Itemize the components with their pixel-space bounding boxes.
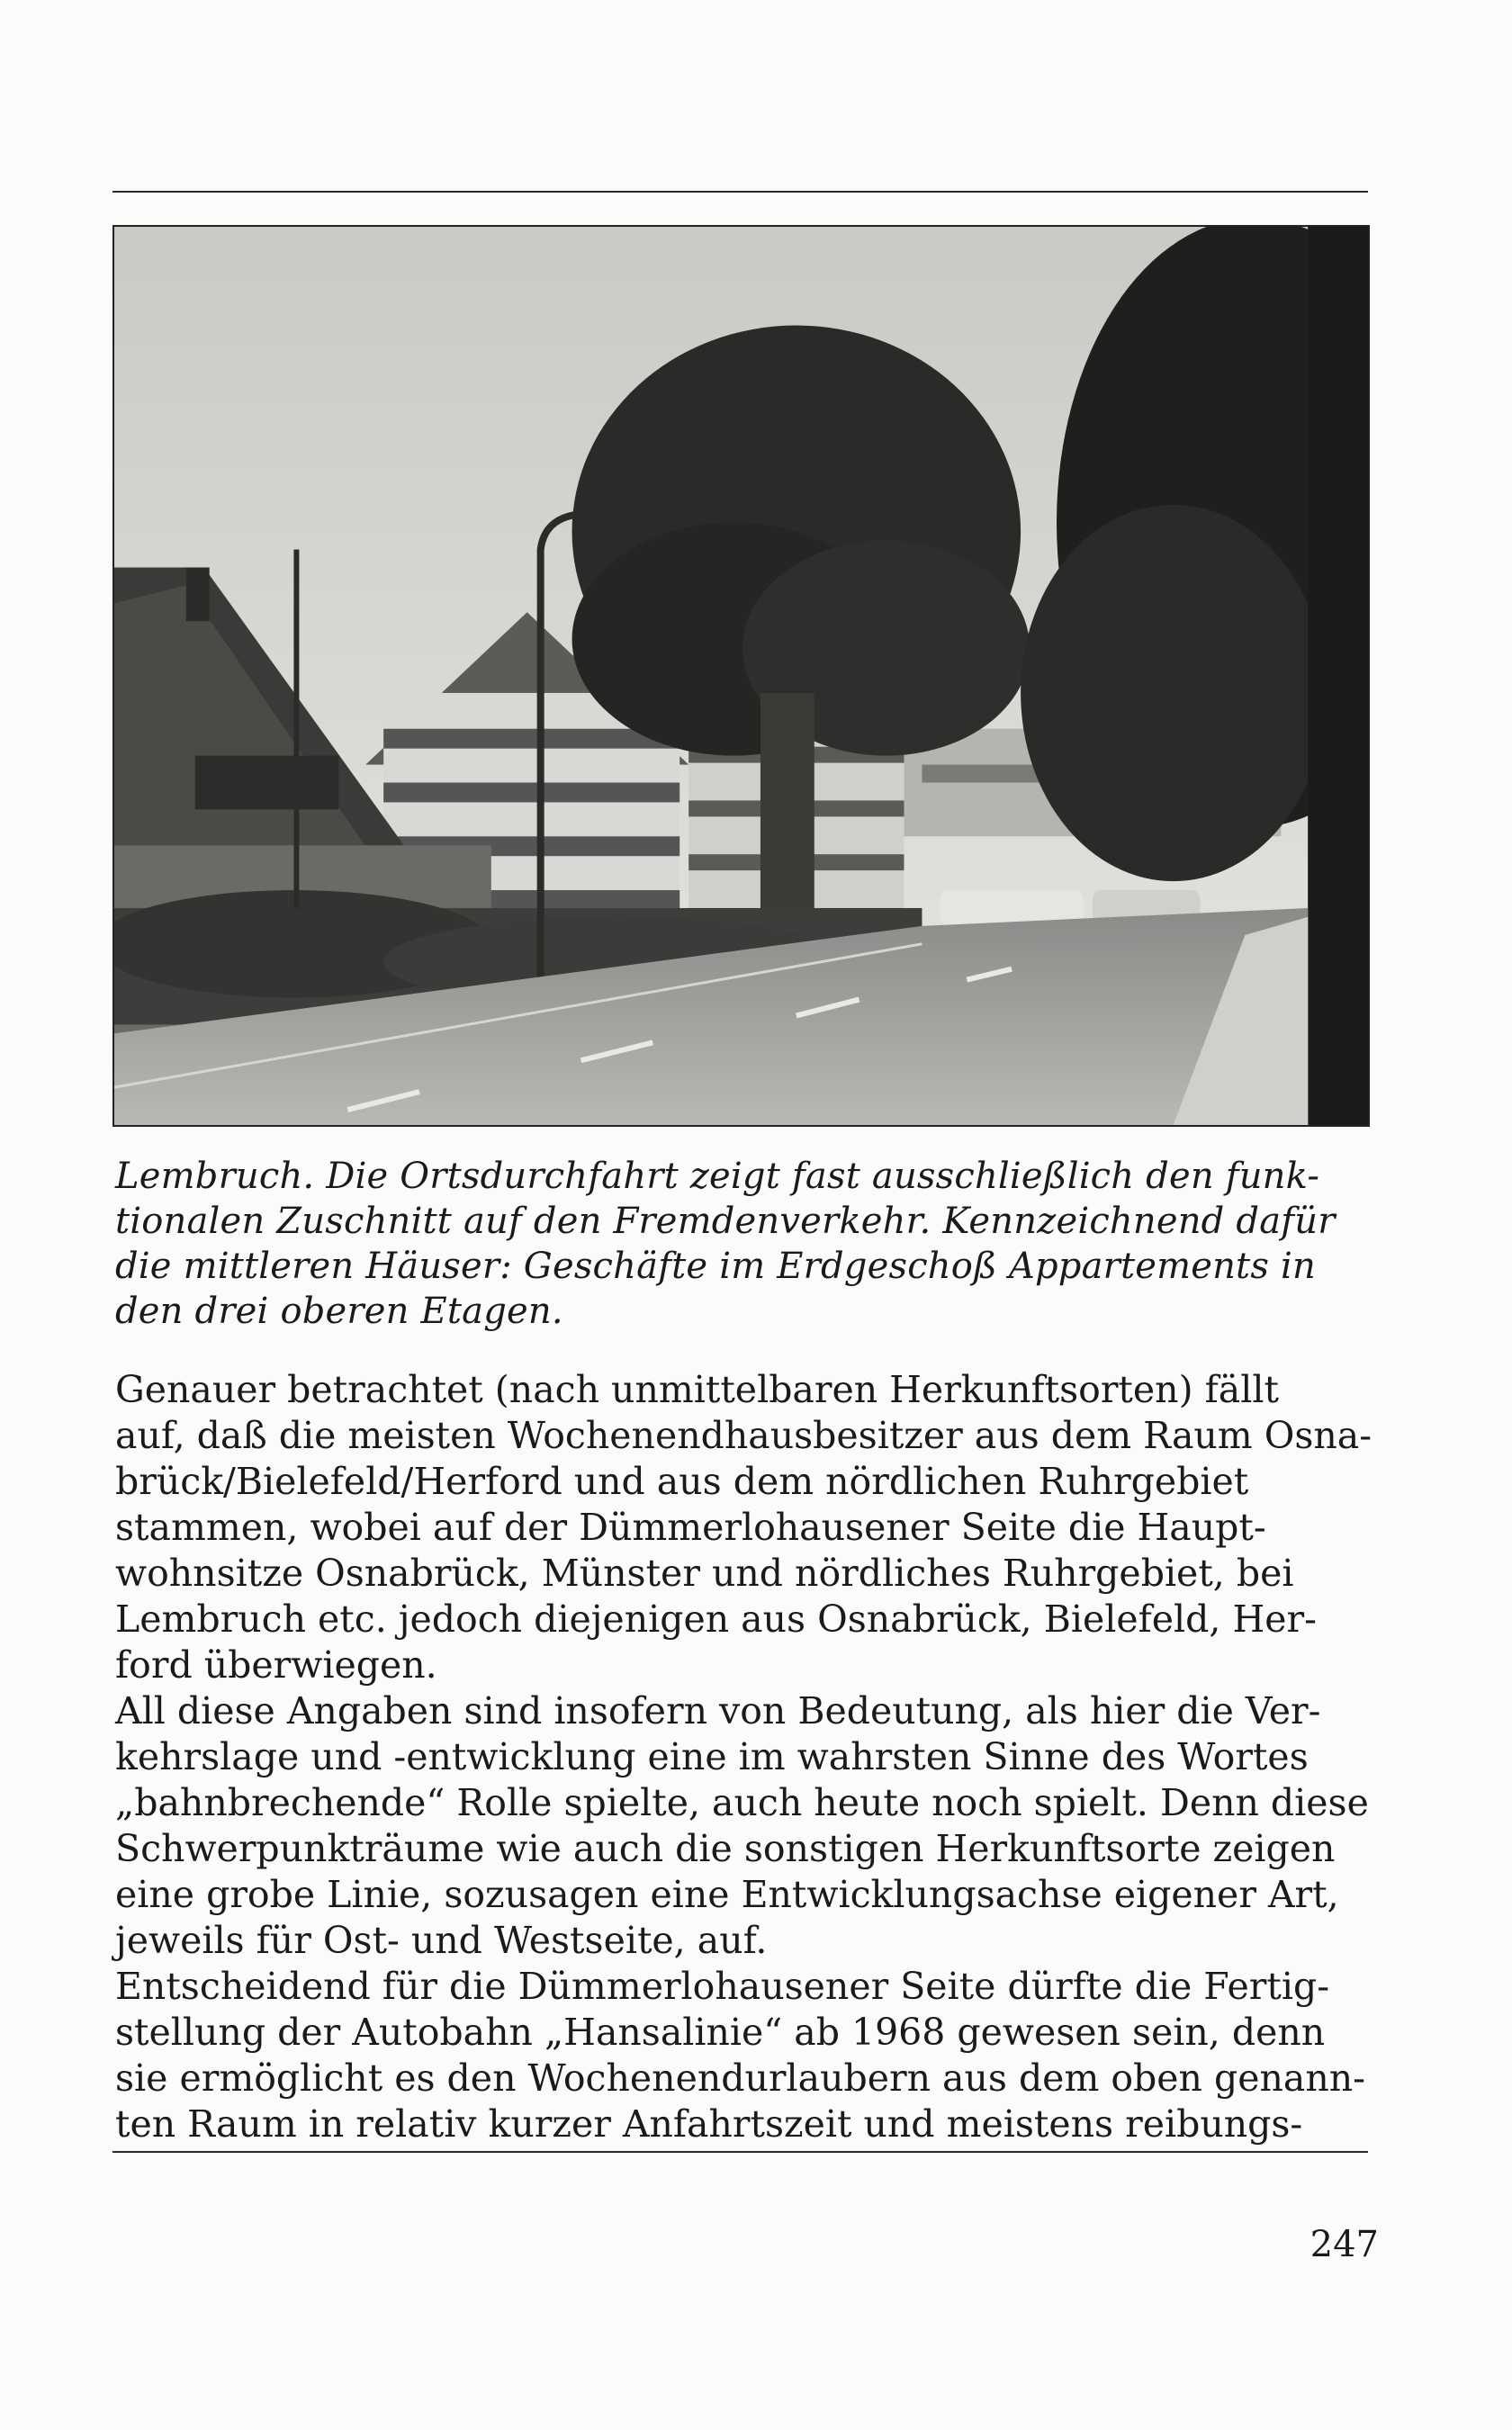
body-line: Genauer betrachtet (nach unmittelbaren Herkunftsorten) fällt [115, 1368, 1279, 1411]
caption-line: Lembruch. Die Ortsdurchfahrt zeigt fast ausschließlich den funk- [115, 1156, 1320, 1197]
body-line: eine grobe Linie, sozusagen eine Entwicklungsachse eigener Art, [115, 1873, 1339, 1916]
body-line: Schwerpunkträume wie auch die sonstigen Herkunftsorte zeigen [115, 1827, 1336, 1870]
street-photo [112, 225, 1370, 1127]
body-line: kehrslage und -entwicklung eine im wahrsten Sinne des Wortes [115, 1735, 1309, 1778]
body-line: Lembruch etc. jedoch diejenigen aus Osnabrück, Bielefeld, Her- [115, 1598, 1317, 1641]
caption-line: die mittleren Häuser: Geschäfte im Erdgeschoß Appartements in [115, 1246, 1316, 1287]
caption-line: den drei oberen Etagen. [115, 1291, 563, 1332]
body-line: All diese Angaben sind insofern von Bedeutung, als hier die Ver- [115, 1689, 1321, 1732]
body-line: brück/Bielefeld/Herford und aus dem nördlichen Ruhrgebiet [115, 1460, 1249, 1503]
photo-caption [115, 1154, 1375, 1334]
body-line: jeweils für Ost- und Westseite, auf. [115, 1919, 768, 1962]
body-line: stellung der Autobahn „Hansalinie“ ab 1968 gewesen sein, denn [115, 2011, 1326, 2054]
body-line: auf, daß die meisten Wochenendhausbesitzer aus dem Raum Osna- [115, 1414, 1372, 1457]
caption-line: tionalen Zuschnitt auf den Fremdenverkehr. Kennzeichnend dafür [115, 1201, 1336, 1242]
body-line: „bahnbrechende“ Rolle spielte, auch heute noch spielt. Denn diese [115, 1781, 1369, 1824]
body-line: ford überwiegen. [115, 1643, 437, 1687]
body-line: Entscheidend für die Dümmerlohausener Seite dürfte die Fertig- [115, 1965, 1330, 2008]
body-text [115, 1367, 1375, 2147]
body-line: ten Raum in relativ kurzer Anfahrtszeit und meistens reibungs- [115, 2102, 1303, 2146]
body-line: wohnsitze Osnabrück, Münster und nördliches Ruhrgebiet, bei [115, 1552, 1294, 1595]
photo-illustration [114, 227, 1368, 1125]
bottom-rule [112, 2151, 1368, 2153]
top-rule [112, 191, 1368, 193]
body-line: stammen, wobei auf der Dümmerlohausener Seite die Haupt- [115, 1506, 1266, 1549]
body-line: sie ermöglicht es den Wochenendurlaubern aus dem oben genann- [115, 2056, 1366, 2100]
page-number: 247 [1310, 2224, 1379, 2265]
